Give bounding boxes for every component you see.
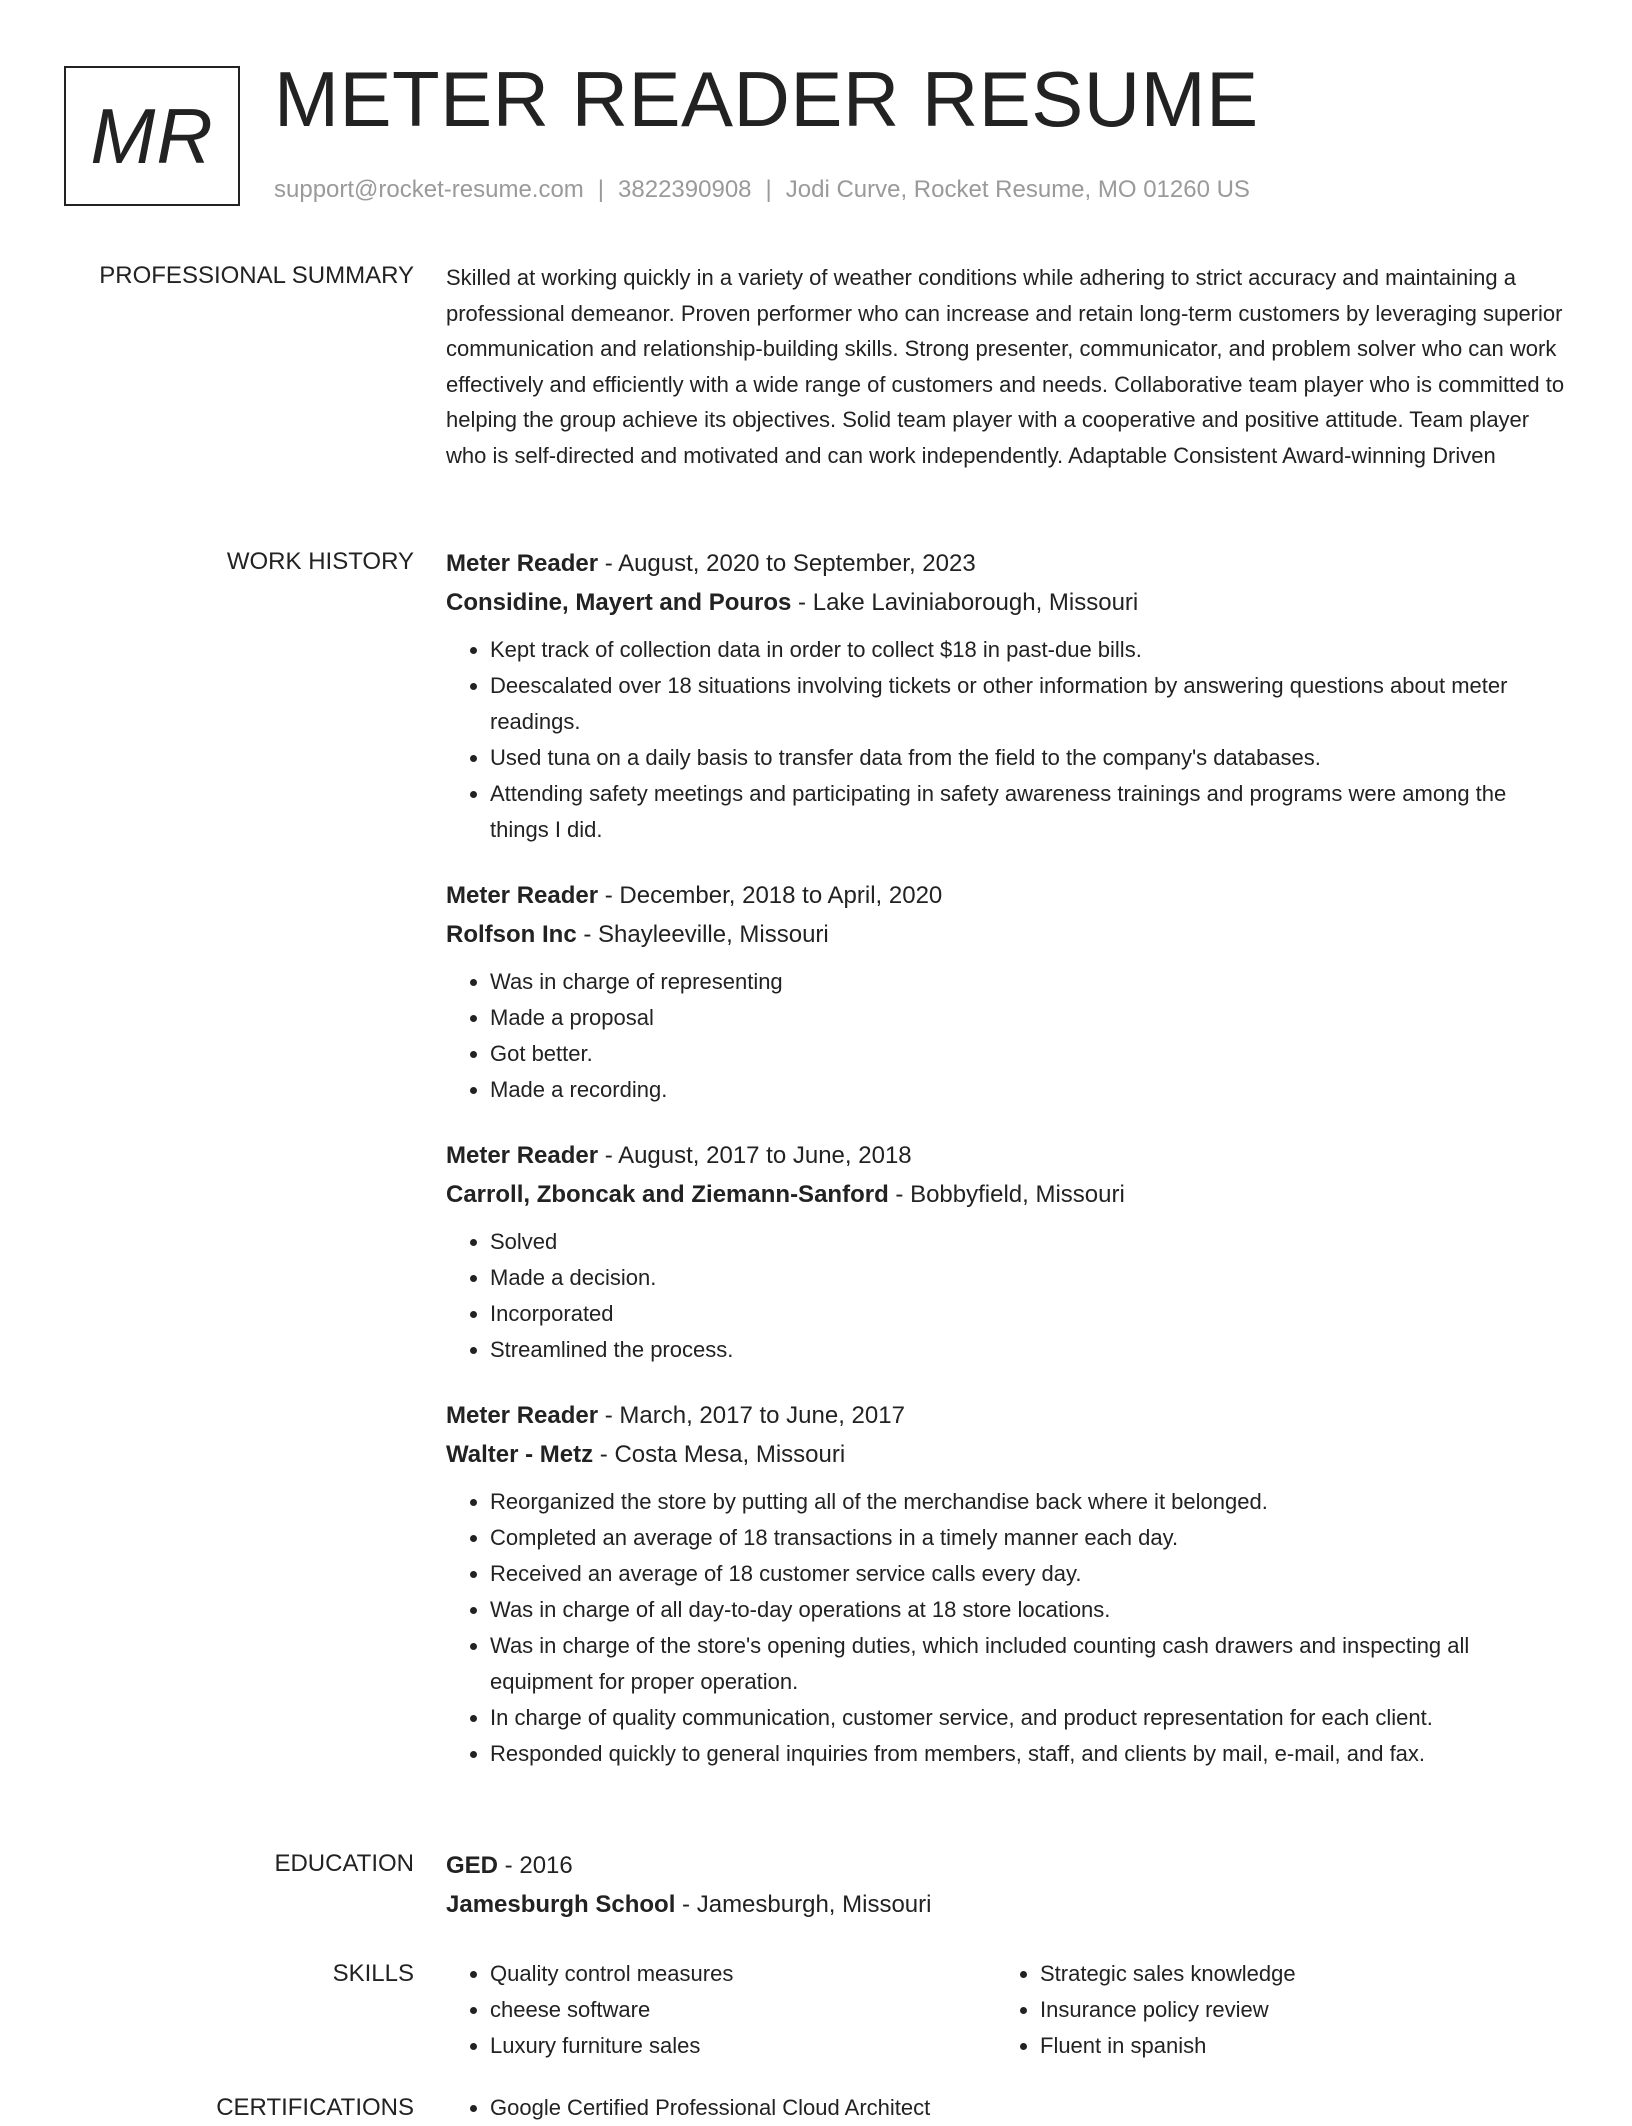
contact-address: Jodi Curve, Rocket Resume, MO 01260 US <box>785 176 1250 203</box>
job-bullets <box>446 1484 1566 1772</box>
list-item: • Insurance policy review <box>1040 1992 1546 2028</box>
job-title: Meter Reader <box>446 550 599 577</box>
job-location: - Bobbyfield, Missouri <box>888 1181 1125 1208</box>
job-dates: - March, 2017 to June, 2017 <box>598 1402 905 1429</box>
job-title-line <box>446 1396 1566 1435</box>
education-degree: GED <box>446 1852 499 1879</box>
contact-line <box>274 176 1250 204</box>
job-title: Meter Reader <box>446 882 599 909</box>
skills-heading: SKILLS <box>332 1960 414 1987</box>
list-item: • Streamlined the process. <box>490 1332 1566 1368</box>
job-title-line <box>446 1136 1566 1175</box>
list-item: • Fluent in spanish <box>1040 2028 1546 2064</box>
contact-phone[interactable]: 3822390908 <box>618 176 752 203</box>
list-item: • Was in charge of the store's opening duties, which included counting cash drawers and inspecting all equipment for proper operation. <box>490 1628 1566 1700</box>
job-title-line <box>446 876 1566 915</box>
job-bullets <box>446 964 1566 1108</box>
skills-grid <box>446 1956 1566 2064</box>
certifications-heading: CERTIFICATIONS <box>216 2094 414 2121</box>
list-item: • Was in charge of all day-to-day operations at 18 store locations. <box>490 1592 1566 1628</box>
list-item: • Incorporated <box>490 1296 1566 1332</box>
job-company-line <box>446 1175 1566 1214</box>
list-item: • Attending safety meetings and participating in safety awareness trainings and programs were among the things I did. <box>490 776 1566 848</box>
list-item: • Made a proposal <box>490 1000 1566 1036</box>
skills-list-left <box>446 1956 996 2064</box>
education-school-line <box>446 1885 1566 1924</box>
list-item: • Reorganized the store by putting all of the merchandise back where it belonged. <box>490 1484 1566 1520</box>
job-bullets <box>446 1224 1566 1368</box>
education-heading: EDUCATION <box>274 1850 414 1877</box>
list-item: • Made a recording. <box>490 1072 1566 1108</box>
list-item: • Was in charge of representing <box>490 964 1566 1000</box>
list-item: • Google Certified Professional Cloud Architect <box>490 2090 1566 2126</box>
work-history-heading: WORK HISTORY <box>226 548 414 575</box>
education-year: - 2016 <box>498 1852 573 1879</box>
job-company: Walter - Metz <box>446 1441 594 1468</box>
certifications-list <box>446 2090 1566 2126</box>
monogram-box <box>64 66 240 206</box>
job-location: - Shayleeville, Missouri <box>576 921 829 948</box>
job-entry <box>446 1136 1566 1368</box>
list-item: • Quality control measures <box>490 1956 996 1992</box>
list-item: • cheese software <box>490 1992 996 2028</box>
job-location: - Lake Laviniaborough, Missouri <box>791 589 1139 616</box>
list-item: • Made a decision. <box>490 1260 1566 1296</box>
list-item: • Completed an average of 18 transactions in a timely manner each day. <box>490 1520 1566 1556</box>
list-item: • Deescalated over 18 situations involving tickets or other information by answering questions about meter readings. <box>490 668 1566 740</box>
list-item: • Solved <box>490 1224 1566 1260</box>
job-company-line <box>446 1435 1566 1474</box>
job-dates: - August, 2017 to June, 2018 <box>598 1142 912 1169</box>
list-item: • In charge of quality communication, customer service, and product representation for each client. <box>490 1700 1566 1736</box>
education-location: - Jamesburgh, Missouri <box>675 1891 932 1918</box>
job-dates: - August, 2020 to September, 2023 <box>598 550 976 577</box>
resume-title: METER READER RESUME <box>274 55 1259 143</box>
job-bullets <box>446 632 1566 848</box>
contact-separator: | <box>597 176 605 203</box>
summary-heading: PROFESSIONAL SUMMARY <box>99 262 414 289</box>
monogram-initials: MR <box>90 91 214 180</box>
list-item: • Responded quickly to general inquiries from members, staff, and clients by mail, e-mail, and fax. <box>490 1736 1566 1772</box>
contact-separator: | <box>765 176 772 203</box>
job-title: Meter Reader <box>446 1402 599 1429</box>
skills-list-right <box>996 1956 1546 2064</box>
job-company-line <box>446 583 1566 622</box>
job-dates: - December, 2018 to April, 2020 <box>598 882 943 909</box>
job-title-line <box>446 544 1566 583</box>
job-entry <box>446 876 1566 1108</box>
education-degree-line <box>446 1846 1566 1885</box>
job-entry <box>446 544 1566 848</box>
job-company: Carroll, Zboncak and Ziemann-Sanford <box>446 1181 889 1208</box>
job-entry <box>446 1396 1566 1772</box>
education-school: Jamesburgh School <box>446 1891 676 1918</box>
job-company: Rolfson Inc <box>446 921 577 948</box>
job-location: - Costa Mesa, Missouri <box>593 1441 846 1468</box>
job-title: Meter Reader <box>446 1142 599 1169</box>
list-item: • Used tuna on a daily basis to transfer data from the field to the company's databases. <box>490 740 1566 776</box>
job-company: Considine, Mayert and Pouros <box>446 589 792 616</box>
summary-text: Skilled at working quickly in a variety of weather conditions while adhering to strict accuracy and maintaining a professional demeanor. Proven performer who can increase and retain long-term customers by leveraging superior communication and relationship-building skills. Strong presenter, communicator, and problem solver who can work effectively and efficiently with a wide range of customers and needs. Collaborative team player who is committed to helping the group achieve its objectives. Solid team player with a cooperative and positive attitude. Team player who is self-directed and motivated and can work independently. Adaptable Consistent Award-winning Driven <box>446 265 1565 468</box>
list-item: • Received an average of 18 customer service calls every day. <box>490 1556 1566 1592</box>
contact-email[interactable]: support@rocket-resume.com <box>274 176 584 203</box>
list-item: • Kept track of collection data in order to collect $18 in past-due bills. <box>490 632 1566 668</box>
job-company-line <box>446 915 1566 954</box>
list-item: • Luxury furniture sales <box>490 2028 996 2064</box>
list-item: • Strategic sales knowledge <box>1040 1956 1546 1992</box>
list-item: • Got better. <box>490 1036 1566 1072</box>
